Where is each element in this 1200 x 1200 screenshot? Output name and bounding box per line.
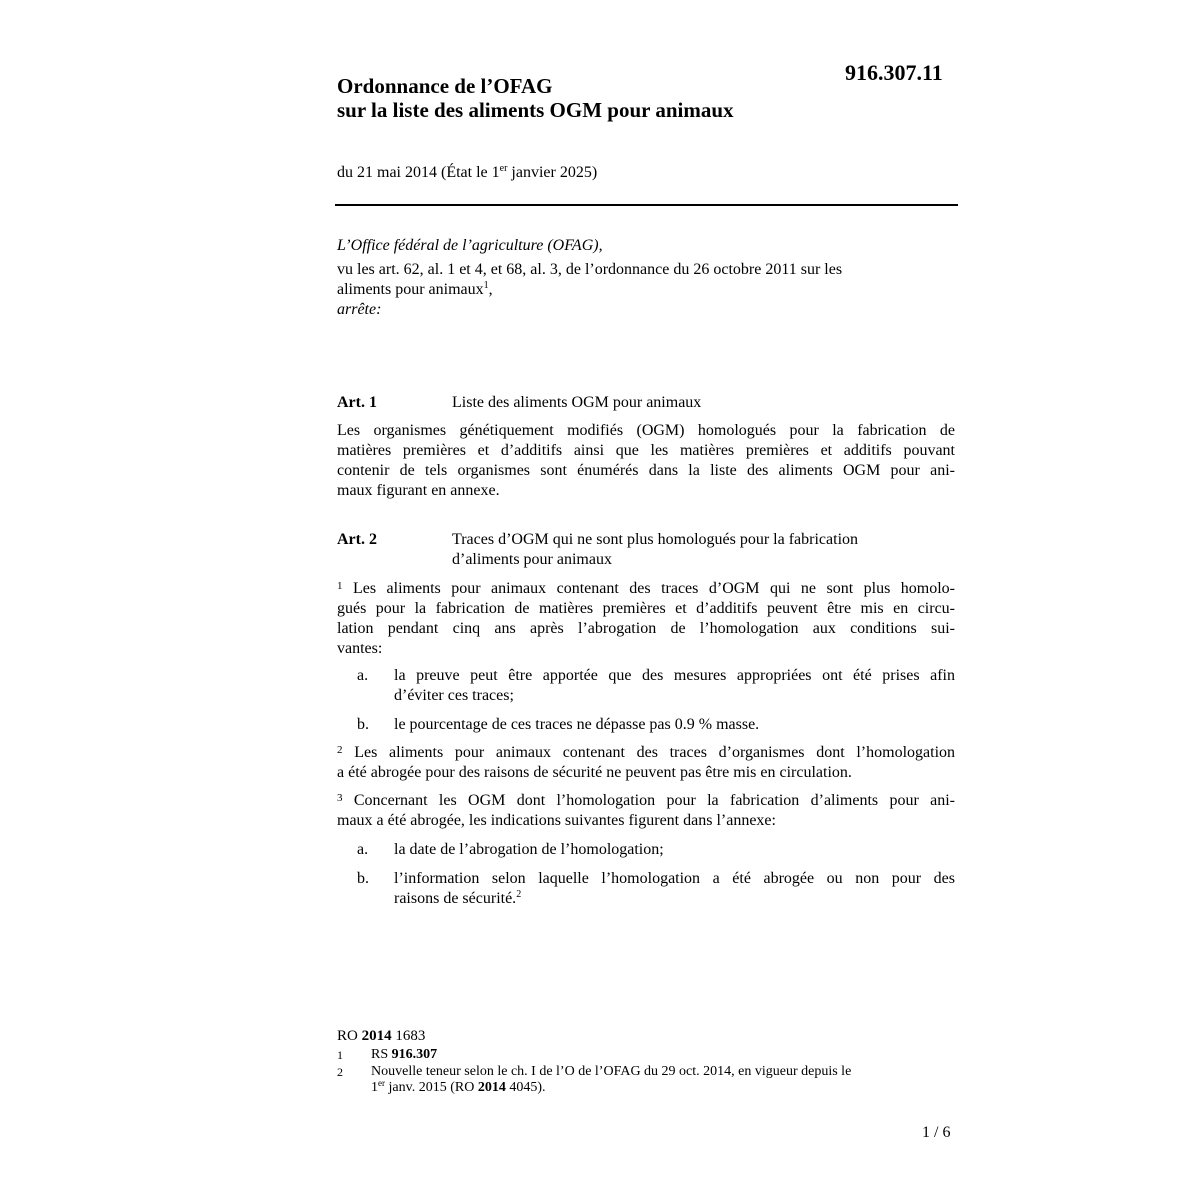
footnote-ref-2[interactable]: 2: [516, 889, 522, 900]
art2-al2-line: $^2$ Les aliments pour animaux contenant des traces d’organismes dont l’homologation: [337, 744, 955, 761]
art1-line: matières premières et d’additifs ainsi que les matières premières et additifs pouvant: [337, 442, 955, 459]
page-number: 1 / 6: [922, 1124, 951, 1141]
art1-line: contenir de tels organismes sont énumérés dans la liste des aliments OGM pour ani-: [337, 462, 955, 479]
art2-paragraph-3: [337, 791, 955, 831]
date-suffix: janvier 2025): [507, 164, 598, 181]
preamble-basis-line-2: aliments pour animaux$^1$,: [337, 280, 493, 298]
title-line-1: Ordonnance de l’OFAG: [337, 74, 553, 98]
preamble: [337, 236, 955, 320]
footnote-2: 2 Nouvelle teneur selon le ch. I de l’O de l’OFAG du 29 oct. 2014, en vigueur depuis le 1er janv. 2015 (RO 2014 4045).: [337, 1064, 852, 1095]
art2-al3-line: $^3$ Concernant les OGM dont l’homologation pour la fabrication d’aliments pour ani-: [337, 792, 955, 809]
header-rule: [335, 204, 958, 206]
art2-paragraph-2: [337, 743, 955, 783]
art1-title: Liste des aliments OGM pour animaux: [452, 394, 702, 411]
art2-al3-item-a: a. la date de l’abrogation de l’homologation;: [357, 841, 664, 858]
paragraph-number: 2: [337, 744, 343, 756]
item-label: a.: [357, 841, 369, 858]
date-sup: er: [499, 163, 508, 174]
art1-heading: [337, 393, 955, 413]
paragraph-number: 3: [337, 792, 343, 804]
art2-title: Traces d’OGM qui ne sont plus homologués pour la fabrication d’aliments pour animaux: [452, 531, 859, 568]
art2-al2-line: a été abrogée pour des raisons de sécurité ne peuvent pas être mis en circulation.: [337, 764, 852, 781]
art2-paragraph-1: [337, 579, 955, 659]
preamble-basis-line-1: vu les art. 62, al. 1 et 4, et 68, al. 3, de l’ordonnance du 26 octobre 2011 sur les: [337, 261, 843, 278]
art1-text: [337, 421, 955, 501]
footnote-number: 1: [337, 1048, 343, 1062]
preamble-authority: L’Office fédéral de l’agriculture (OFAG),: [337, 237, 603, 254]
paragraph-number: 1: [337, 580, 343, 592]
art2-al1-line: lation pendant cinq ans après l’abrogation de l’homologation aux conditions sui-: [337, 620, 955, 637]
art2-al3-item-b: b. l’information selon laquelle l’homologation a été abrogée ou non pour des raisons de sécurité.$^2$: [357, 870, 955, 907]
art2-al1-line: vantes:: [337, 640, 383, 657]
footnote-1: 1 RS 916.307: [337, 1047, 438, 1062]
art2-al1-item-b: b. le pourcentage de ces traces ne dépasse pas 0.9 % masse.: [357, 716, 760, 733]
item-label: b.: [357, 716, 369, 733]
preamble-decrees: arrête:: [337, 301, 382, 318]
ro-reference: RO 2014 1683: [337, 1028, 426, 1044]
document-date: [337, 164, 597, 182]
footnote-ref-1[interactable]: 1: [483, 280, 489, 291]
art1-line: Les organismes génétiquement modifiés (OGM) homologués pour la fabrication de: [337, 422, 955, 439]
document-title: [337, 74, 734, 122]
sr-number: 916.307.11: [845, 60, 943, 85]
item-label: a.: [357, 667, 369, 684]
art2-al1-line: $^1$ Les aliments pour animaux contenant des traces d’OGM qui ne sont plus homolo-: [337, 580, 955, 597]
art2-heading: [337, 530, 955, 570]
art1-line: maux figurant en annexe.: [337, 482, 500, 499]
art2-al1-line: gués pour la fabrication de matières premières et d’additifs peuvent être mis en circu-: [337, 600, 955, 617]
date-prefix: du 21 mai 2014 (État le 1: [337, 164, 500, 181]
title-line-2: sur la liste des aliments OGM pour animaux: [337, 98, 734, 122]
art2-al3-line: maux a été abrogée, les indications suivantes figurent dans l’annexe:: [337, 812, 776, 829]
item-label: b.: [357, 870, 369, 887]
art2-number: Art. 2: [337, 531, 377, 548]
footnote-number: 2: [337, 1065, 343, 1079]
art2-al1-item-a: a. la preuve peut être apportée que des mesures appropriées ont été prises afin d’éviter ces traces;: [357, 667, 955, 704]
art1-number: Art. 1: [337, 394, 377, 411]
